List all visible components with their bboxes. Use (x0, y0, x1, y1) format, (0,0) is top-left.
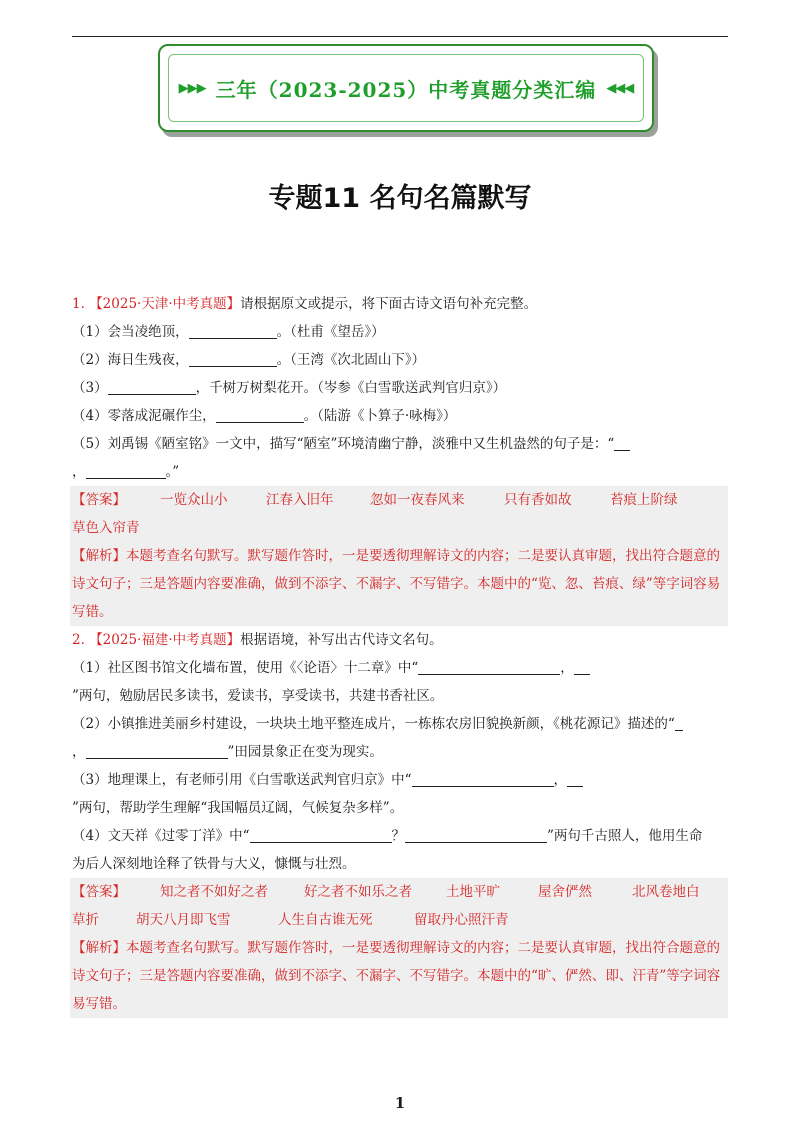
q1-item-5-comma: ， (72, 464, 86, 480)
q2-answer-line-1 (72, 878, 728, 906)
q2-item-4-qmark: ？ (391, 828, 405, 844)
q1-item-3 (72, 374, 728, 402)
q2-item-1-cont (72, 682, 728, 710)
q1-item-2-source: 。（王湾《次北固山下》） (276, 352, 426, 368)
answer-item: 一览众山小 (160, 492, 228, 508)
answer-blank[interactable] (86, 743, 228, 759)
q1-item-1 (72, 318, 728, 346)
q1-source: 【2025·天津·中考真题】 (89, 296, 241, 312)
q2-answer-block (70, 878, 728, 1018)
q1-item-4-text: （4）零落成泥碾作尘， (72, 408, 216, 424)
q2-item-1-comma: ， (560, 660, 574, 676)
explanation-label: 【解析】 (72, 940, 126, 956)
q2-item-3-text: （3）地理课上，有老师引用《白雪歌送武判官归京》中“ (72, 772, 412, 788)
q2-item-4-cont (72, 850, 728, 878)
answer-blank[interactable] (614, 435, 630, 451)
answer-item: 留取丹心照汗青 (414, 912, 509, 928)
q2-item-1 (72, 654, 728, 682)
q1-answer-line-2 (72, 514, 728, 542)
q2-item-2-text: （2）小镇推进美丽乡村建设，一块块土地平整连成片，一栋栋农房旧貌换新颜，《桃花源记》描述的“ (72, 716, 675, 732)
q2-item-2-comma: ， (72, 744, 86, 760)
q1-item-5-text: （5）刘禹锡《陋室铭》一文中，描写“陋室”环境清幽宁静，淡雅中又生机盎然的句子是：“ (72, 436, 615, 452)
banner-arrows-right-icon: ◀◀◀ (606, 80, 634, 96)
q1-item-5-cont (72, 458, 728, 486)
q2-item-3-tail: ”两句，帮助学生理解“我国幅员辽阔，气候复杂多样”。 (72, 800, 404, 816)
answer-blank[interactable] (216, 407, 304, 423)
answer-item: 知之者不如好之者 (160, 884, 268, 900)
q2-explanation (72, 934, 728, 1018)
q1-header (72, 290, 728, 318)
answer-item: 屋舍俨然 (538, 884, 592, 900)
q2-item-3-comma: ， (553, 772, 567, 788)
explanation-text: 本题考查名句默写。默写题作答时，一是要透彻理解诗文的内容；二是要认真审题，找出符合题意的诗文句子；三是答题内容要准确，做到不添字、不漏字、不写错字。本题中的“旷、俨然、即、汗青”等字词容易写错。 (72, 940, 721, 1012)
q2-number: 2. (72, 632, 85, 648)
q1-item-5-end: 。” (165, 464, 180, 480)
q1-item-4 (72, 402, 728, 430)
q1-answer-line-1 (72, 486, 728, 514)
answer-blank[interactable] (189, 351, 277, 367)
answer-item: 胡天八月即飞雪 (136, 912, 231, 928)
answer-blank[interactable] (86, 463, 166, 479)
q2-answer-line-2 (72, 906, 728, 934)
page-number: 1 (394, 1094, 406, 1112)
q1-item-2 (72, 346, 728, 374)
q1-item-2-text: （2）海日生残夜， (72, 352, 189, 368)
q1-item-1-source: 。（杜甫《望岳》） (276, 324, 385, 340)
q1-item-3-text: （3） (72, 380, 108, 396)
q1-prompt: 请根据原文或提示，将下面古诗文语句补充完整。 (240, 296, 538, 312)
q1-item-1-text: （1）会当凌绝顶， (72, 324, 189, 340)
q1-number: 1. (72, 296, 85, 312)
banner-frame (168, 54, 644, 122)
answer-item: 江春入旧年 (266, 492, 334, 508)
q2-item-3 (72, 766, 728, 794)
answer-item: 北风卷地白 (632, 884, 700, 900)
q2-item-3-cont (72, 794, 728, 822)
answer-item: 苔痕上阶绿 (610, 492, 678, 508)
q2-item-2-cont (72, 738, 728, 766)
q1-item-5 (72, 430, 728, 458)
answer-blank[interactable] (574, 659, 590, 675)
answer-item: 只有香如故 (504, 492, 572, 508)
q2-item-2-tail: ”田园景象正在变为现实。 (227, 744, 383, 760)
answer-blank[interactable] (567, 771, 583, 787)
q2-source: 【2025·福建·中考真题】 (89, 632, 241, 648)
answer-item: 草色入帘青 (72, 520, 140, 536)
q1-item-4-source: 。（陆游《卜算子·咏梅》） (303, 408, 457, 424)
series-banner (158, 44, 654, 132)
page-title: 专题11 名句名篇默写 (268, 183, 532, 214)
q2-item-4 (72, 822, 728, 850)
answer-item: 人生自古谁无死 (278, 912, 373, 928)
q1-item-3-source: ，千树万树梨花开。（岑参《白雪歌送武判官归京》） (195, 380, 507, 396)
answer-item: 土地平旷 (446, 884, 500, 900)
banner-arrows-left-icon: ▶▶▶ (178, 80, 206, 96)
q1-explanation (72, 542, 728, 626)
explanation-text: 本题考查名句默写。默写题作答时，一是要透彻理解诗文的内容；二是要认真审题，找出符合题意的诗文句子；三是答题内容要准确，做到不添字、不漏字、不写错字。本题中的“览、忽、苔痕、绿”等字词容易写错。 (72, 548, 721, 620)
answer-blank[interactable] (189, 323, 277, 339)
answer-item: 忽如一夜春风来 (370, 492, 465, 508)
answer-blank[interactable] (108, 379, 196, 395)
answer-blank[interactable] (405, 827, 547, 843)
answer-blank[interactable] (675, 715, 683, 731)
q2-header (72, 626, 728, 654)
q2-item-4-tail: ”两句千古照人，他用生命 (547, 828, 703, 844)
q2-item-2 (72, 710, 728, 738)
q1-answer-block (70, 486, 728, 626)
answer-item: 好之者不如乐之者 (304, 884, 412, 900)
header-rule (72, 36, 728, 37)
answer-blank[interactable] (418, 659, 560, 675)
explanation-label: 【解析】 (72, 548, 126, 564)
q2-item-1-text: （1）社区图书馆文化墙布置，使用《〈论语〉十二章》中“ (72, 660, 419, 676)
q2-prompt: 根据语境，补写出古代诗文名句。 (240, 632, 443, 648)
answer-label: 【答案】 (72, 884, 126, 900)
answer-blank[interactable] (412, 771, 554, 787)
answer-item: 草折 (72, 912, 99, 928)
q2-item-4-tail-2: 为后人深刻地诠释了铁骨与大义，慷慨与壮烈。 (72, 856, 356, 872)
banner-title: 三年（2023-2025）中考真题分类汇编 (215, 77, 597, 102)
answer-blank[interactable] (250, 827, 392, 843)
q2-item-1-tail: ”两句，勉励居民多读书，爱读书，享受读书，共建书香社区。 (72, 688, 444, 704)
document-body (72, 290, 728, 1018)
answer-label: 【答案】 (72, 492, 126, 508)
q2-item-4-text: （4）文天祥《过零丁洋》中“ (72, 828, 250, 844)
